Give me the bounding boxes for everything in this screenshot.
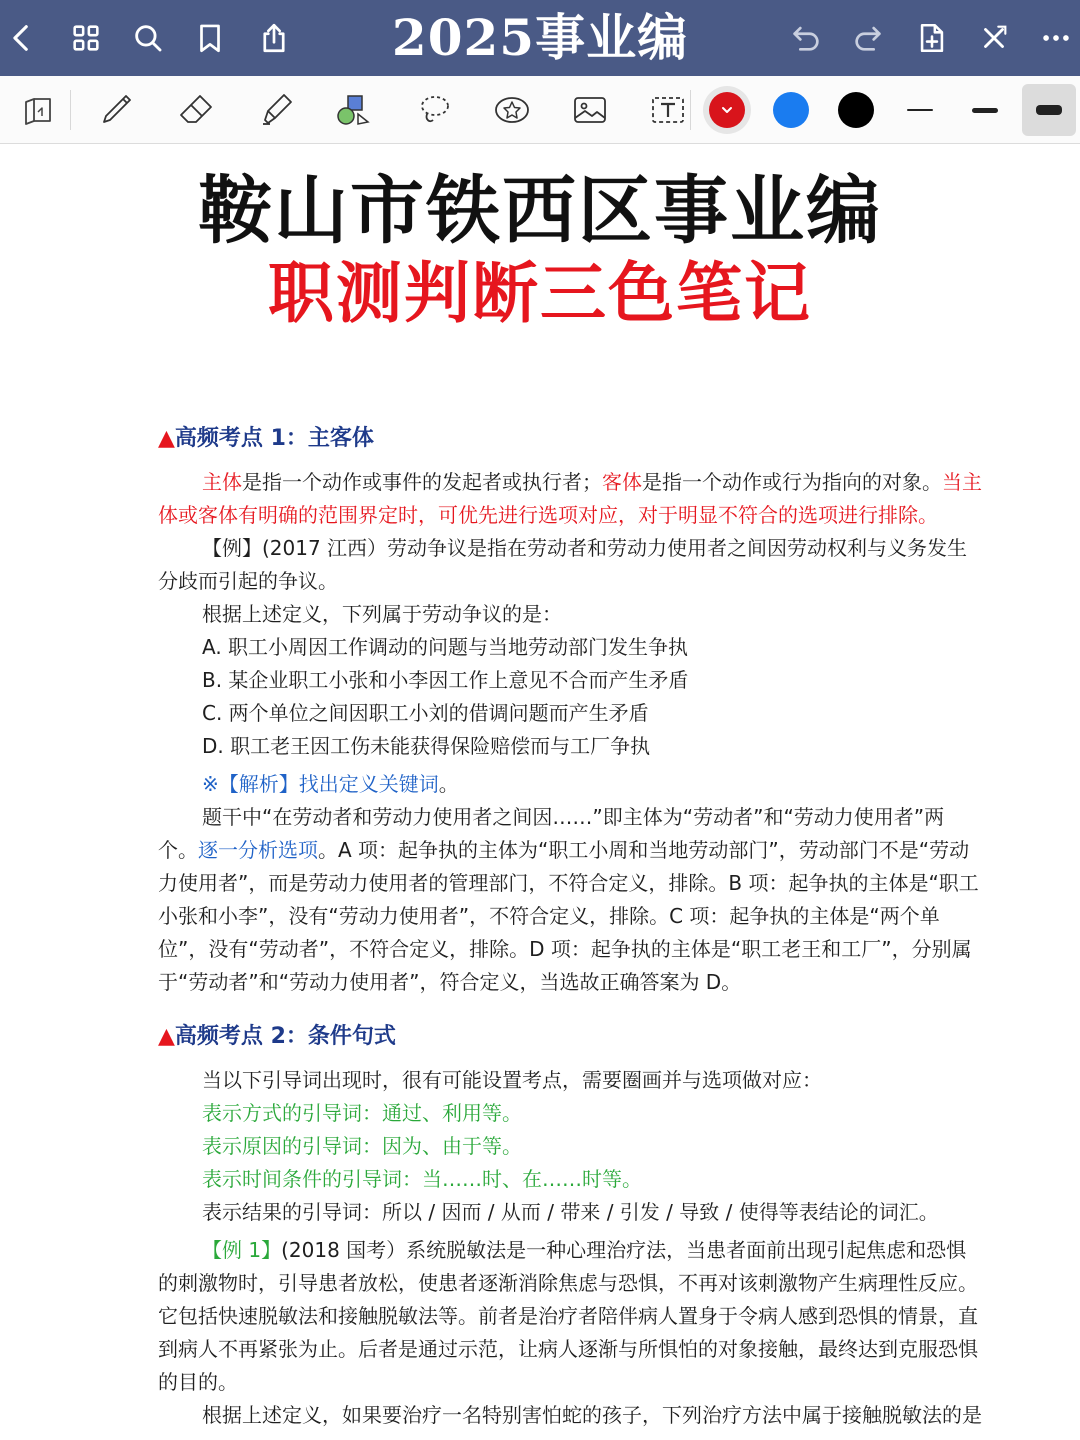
image-icon[interactable] <box>566 88 614 132</box>
color-swatch-black[interactable] <box>838 92 874 128</box>
section-1-title <box>158 422 984 455</box>
color-swatch-red[interactable] <box>709 92 745 128</box>
bookmark-icon[interactable] <box>190 18 230 58</box>
stroke-medium-option[interactable] <box>972 108 998 113</box>
stroke-thin-option[interactable] <box>907 109 933 111</box>
section-2-title-text: 高频考点 2：条件句式 <box>174 1024 396 1049</box>
grid-icon[interactable] <box>66 18 106 58</box>
question-2: 根据上述定义，如果要治疗一名特别害怕蛇的孩子，下列治疗方法中属于接触脱敏法的是 <box>202 1403 982 1427</box>
cue-manner: 表示方式的引导词：通过、利用等。 <box>202 1101 522 1125</box>
back-icon[interactable] <box>2 18 42 58</box>
object-definition: 是指一个动作或行为指向的对象。 <box>642 470 942 494</box>
analysis-label-text: ※【解析】找出定义关键词 <box>202 772 439 796</box>
read-mode-icon[interactable] <box>14 88 62 132</box>
option-d: D. 职工老王因工伤未能获得保险赔偿而与工厂争执 <box>202 734 651 758</box>
example-2-paragraph <box>158 1234 984 1399</box>
sticker-icon[interactable] <box>488 88 536 132</box>
undo-icon[interactable] <box>786 18 826 58</box>
text-icon[interactable] <box>644 88 692 132</box>
share-icon[interactable] <box>254 18 294 58</box>
top-bar <box>0 0 1080 76</box>
cue-time: 表示时间条件的引导词：当……时、在……时等。 <box>202 1167 642 1191</box>
triangle-marker-icon: ▲ <box>158 1024 175 1049</box>
close-icon[interactable] <box>974 18 1014 58</box>
triangle-marker-icon: ▲ <box>158 426 175 451</box>
more-icon[interactable] <box>1036 18 1076 58</box>
lasso-icon[interactable] <box>410 88 458 132</box>
analysis-label <box>158 768 984 801</box>
highlighter-icon[interactable] <box>252 88 300 132</box>
section-2-title <box>158 1020 984 1053</box>
analysis-label-end: 。 <box>438 772 459 796</box>
chevron-down-icon <box>709 92 745 128</box>
document-title[interactable]: 2025事业编 <box>391 8 689 67</box>
toolbar-divider <box>690 90 691 130</box>
redo-icon[interactable] <box>848 18 888 58</box>
toolbar-divider <box>70 90 71 130</box>
subject-term: 主体 <box>202 470 242 494</box>
search-icon[interactable] <box>128 18 168 58</box>
eraser-icon[interactable] <box>172 88 220 132</box>
object-term: 客体 <box>602 470 642 494</box>
analysis-paragraph <box>158 801 984 999</box>
option-c: C. 两个单位之间因职工小刘的借调问题而产生矛盾 <box>202 701 649 725</box>
cue-reason: 表示原因的引导词：因为、由于等。 <box>202 1134 522 1158</box>
option-b: B. 某企业职工小张和小李因工作上意见不合而产生矛盾 <box>202 668 689 692</box>
page-subtitle: 职测判断三色笔记 <box>268 254 812 332</box>
page-title: 鞍山市铁西区事业编 <box>198 168 882 254</box>
analysis-method: 逐一分析选项 <box>198 838 318 862</box>
shapes-icon[interactable] <box>330 88 378 132</box>
stroke-thick-option[interactable] <box>1022 84 1076 136</box>
cue-result: 表示结果的引导词：所以 / 因而 / 从而 / 带来 / 引发 / 导致 / 使得等表结论的词汇。 <box>202 1200 939 1224</box>
example-2-label: 【例 1】 <box>202 1238 282 1262</box>
pen-icon[interactable] <box>92 88 140 132</box>
question-1: 根据上述定义，下列属于劳动争议的是： <box>202 602 562 626</box>
option-a: A. 职工小周因工作调动的问题与当地劳动部门发生争执 <box>202 635 689 659</box>
color-swatch-blue[interactable] <box>773 92 809 128</box>
example-1-text: 【例】(2017 江西）劳动争议是指在劳动者和劳动力使用者之间因劳动权利与义务发生分歧而引起的争议。 <box>158 536 968 593</box>
section-2-intro: 当以下引导词出现时，很有可能设置考点，需要圈画并与选项做对应： <box>202 1068 822 1092</box>
section-1-title-text: 高频考点 1：主客体 <box>174 426 374 451</box>
subject-definition: 是指一个动作或事件的发起者或执行者； <box>242 470 602 494</box>
add-page-icon[interactable] <box>912 18 952 58</box>
definition-paragraph <box>158 466 984 532</box>
annotation-toolbar <box>0 76 1080 144</box>
stroke-thick-line <box>1036 105 1062 115</box>
example-2-text: (2018 国考）系统脱敏法是一种心理治疗法，当患者面前出现引起焦虑和恐惧的刺激物时，引导患者放松，使患者逐渐消除焦虑与恐惧，不再对该刺激物产生病理性反应。它包括快速脱敏法和接触脱敏法等。前者是治疗者陪伴病人置身于令病人感到恐惧的情景，直到病人不再紧张为止。后者是通过示范，让病人逐渐与所惧怕的对象接触，最终达到克服恐惧的目的。 <box>158 1238 978 1394</box>
analysis-text-1: 题干中“在劳动者和劳动力使用者之间因……”即主体为“劳动者”和“劳动力使用者”两个。 <box>158 805 945 862</box>
definition-tip: 当主体或客体有明确的范围界定时，可优先进行选项对应，对于明显不符合的选项进行排除。 <box>158 470 982 527</box>
analysis-text-2: 。A 项：起争执的主体为“职工小周和当地劳动部门”，劳动部门不是“劳动力使用者”，而是劳动力使用者的管理部门，不符合定义，排除。B 项：起争执的主体是“职工小张和小李”，没有“劳动力使用者”，不符合定义，排除。C 项：起争执的主体是“两个单位”，没有“劳动者”，不符合定义，排除。D 项：起争执的主体是“职工老王和工厂”，分别属于“劳动者”和“劳动力使用者”，符合定义，当选故正确答案为 D。 <box>158 838 979 994</box>
